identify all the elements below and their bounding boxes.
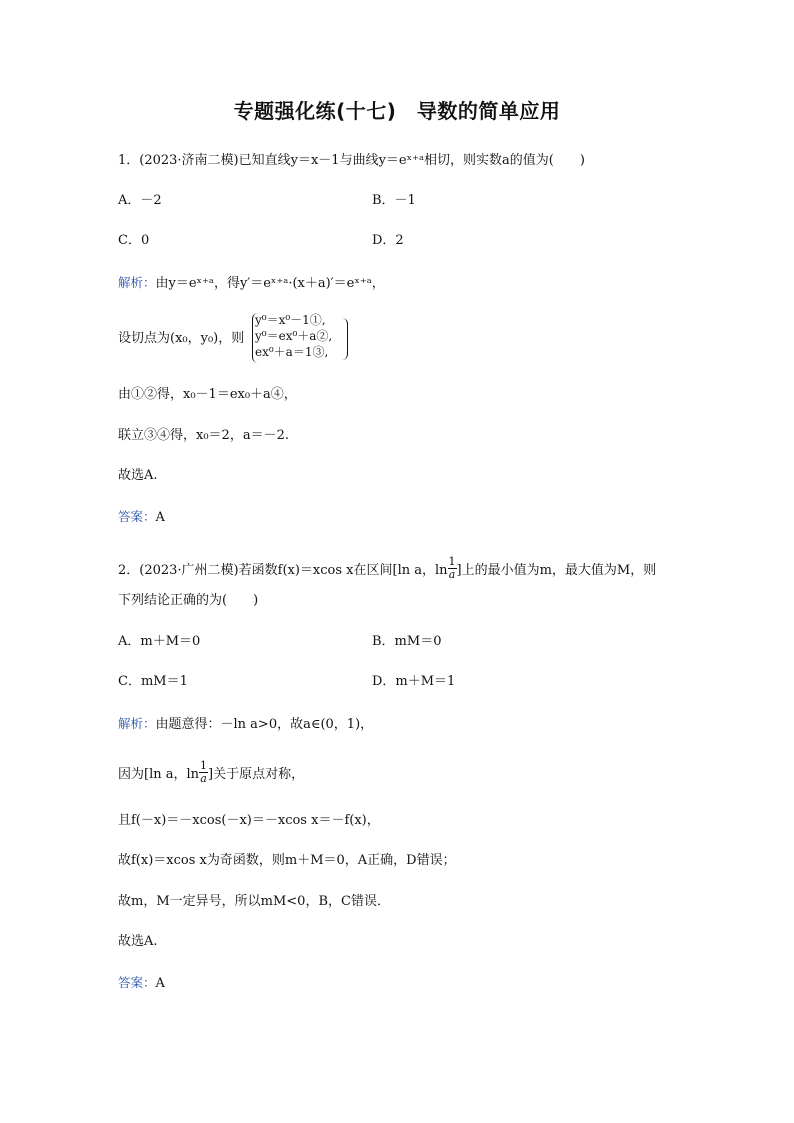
q2-option-c: C．mM＝1	[118, 674, 188, 689]
q2-sym-frac-den: a	[200, 772, 207, 785]
q2-stem-part2: ]上的最小值为m，最大值为M，则	[456, 563, 657, 578]
q2-sym-part1: 因为[ln a，ln	[118, 767, 200, 782]
q1-option-a: A．－2	[118, 193, 162, 208]
q1-equation-system	[255, 312, 332, 360]
q2-conclusion2: 故m，M一定异号，所以mM<0，B，C错误．	[118, 894, 390, 909]
q1-option-c: C．0	[118, 233, 150, 248]
q1-step3: 联立③④得，x₀＝2，a＝－2.	[118, 428, 289, 443]
q1-system-right-brace	[341, 318, 348, 360]
q1-equation-2: y⁰＝ex⁰＋a②,	[255, 329, 333, 343]
q1-choose: 故选A.	[118, 468, 158, 483]
q2-sym-part2: ]关于原点对称，	[208, 767, 305, 782]
q2-symmetry-line	[118, 759, 305, 787]
q1-equation-3: ex⁰＋a＝1③,	[255, 345, 329, 359]
q1-step2: 由①②得，x₀－1＝ex₀＋a④，	[118, 387, 297, 402]
q1-tangent-prefix: 设切点为(x₀，y₀)，则	[118, 331, 245, 346]
q2-stem-line2: 下列结论正确的为( )	[118, 593, 259, 608]
q1-solution-label: 解析：	[118, 275, 156, 290]
q2-domain-text: 由题意得：－ln a>0，故a∈(0，1)，	[155, 717, 374, 732]
q2-odd-function-line: 且f(－x)＝－xcos(－x)＝－xcos x＝－f(x)，	[118, 813, 380, 828]
page-title: 专题强化练(十七) 导数的简单应用	[233, 99, 561, 123]
q2-choose: 故选A.	[118, 934, 158, 949]
q2-stem-part1: 2．(2023·广州二模)若函数f(x)＝xcos x在区间[ln a，ln	[118, 563, 448, 578]
q2-conclusion1: 故f(x)＝xcos x为奇函数，则m＋M＝0，A正确，D错误；	[118, 853, 456, 868]
q1-derivative-text: 由y＝eˣ⁺ᵃ，得y′＝eˣ⁺ᵃ·(x＋a)′＝eˣ⁺ᵃ，	[155, 276, 385, 291]
q2-option-a: A．m＋M＝0	[118, 634, 201, 649]
q2-sym-frac-num: 1	[200, 759, 208, 772]
q2-answer-label: 答案：	[118, 975, 156, 990]
q1-answer-label: 答案：	[118, 509, 156, 524]
q1-answer-value: A	[155, 510, 165, 525]
q1-equation-1: y⁰＝x⁰－1①,	[255, 313, 326, 327]
q2-stem-frac-den: a	[448, 568, 456, 581]
q1-stem: 1．(2023·济南二模)已知直线y＝x－1与曲线y＝eˣ⁺ᵃ相切，则实数a的值为( )	[118, 153, 585, 168]
q2-stem-line1	[118, 555, 657, 583]
q2-solution-line1	[118, 715, 373, 734]
q1-answer-line	[118, 508, 165, 527]
q2-stem-fraction	[448, 556, 457, 581]
q2-solution-label: 解析：	[118, 716, 156, 731]
q1-option-d: D．2	[372, 233, 404, 248]
q2-sym-fraction	[199, 760, 208, 785]
q2-stem-frac-num: 1	[448, 555, 456, 568]
q1-option-b: B．－1	[372, 193, 416, 208]
q1-solution-line1	[118, 274, 385, 293]
q2-option-b: B．mM＝0	[372, 634, 442, 649]
q2-answer-value: A	[155, 976, 165, 991]
q2-option-d: D．m＋M＝1	[372, 674, 456, 689]
q2-answer-line	[118, 974, 165, 993]
